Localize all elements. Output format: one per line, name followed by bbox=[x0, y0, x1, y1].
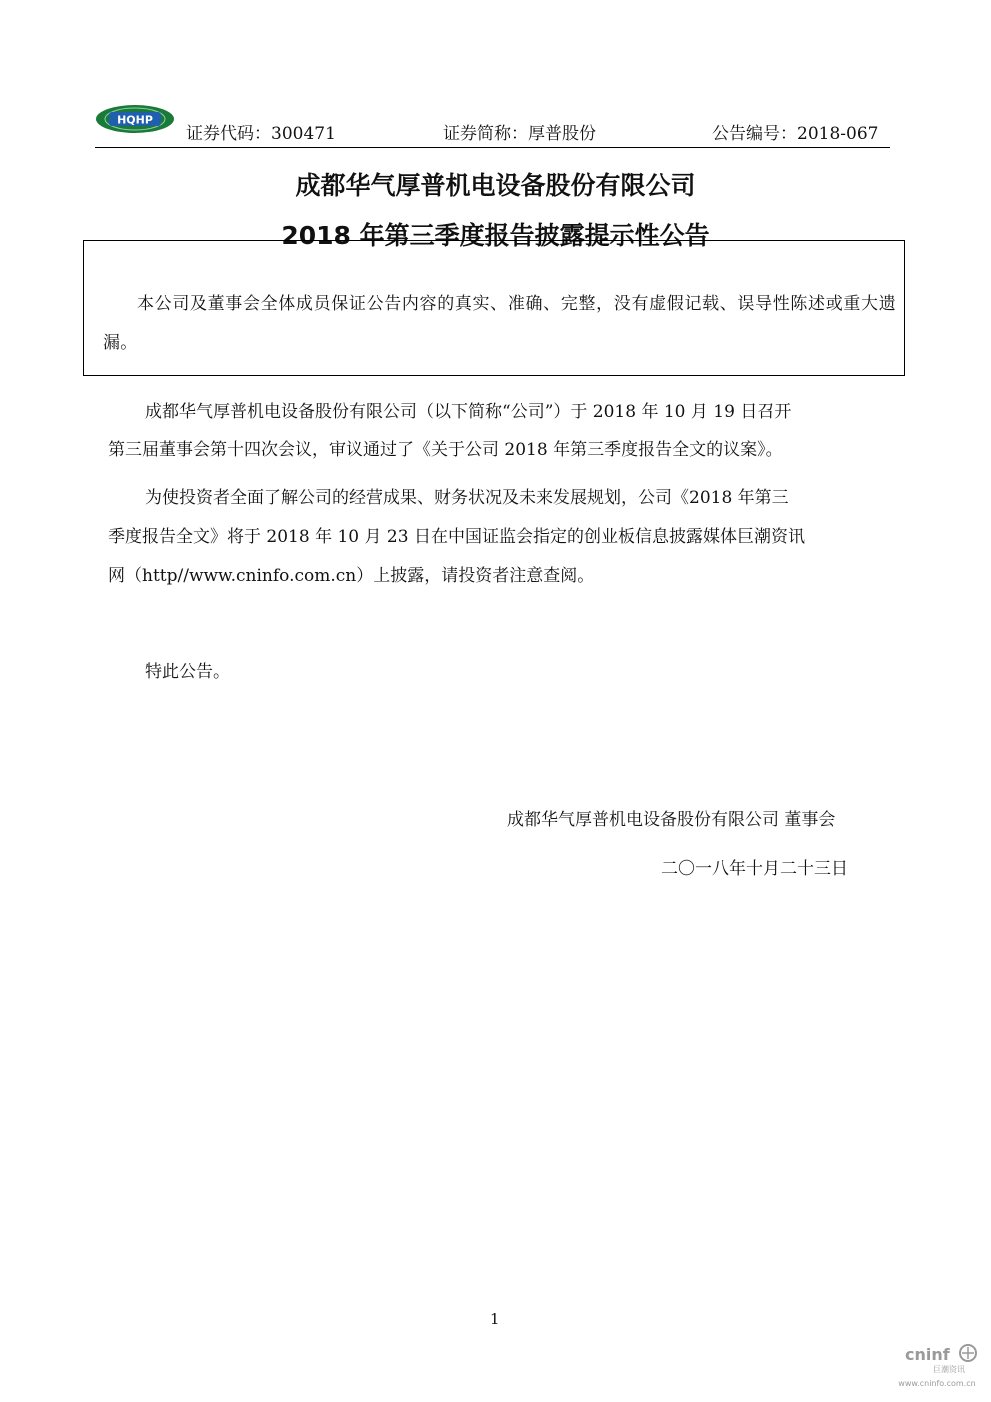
paragraph2-line2: 季度报告全文》将于 2018 年 10 月 23 日在中国证监会指定的创业板信息披露媒体巨潮资讯 bbox=[108, 527, 805, 547]
announcement-number: 公告编号：2018-067 bbox=[712, 124, 879, 144]
closing-text: 特此公告。 bbox=[145, 662, 230, 682]
stock-code: 证券代码：300471 bbox=[186, 124, 336, 144]
statement-text: 本公司及董事会全体成员保证公告内容的真实、准确、完整，没有虚假记载、误导性陈述或重大遗漏。 bbox=[103, 294, 896, 353]
cninfo-emblem-icon bbox=[960, 1345, 976, 1361]
watermark-cn-name: 巨潮资讯 bbox=[933, 1365, 965, 1374]
watermark-brand: cninf bbox=[905, 1345, 950, 1364]
signature-date: 二〇一八年十月二十三日 bbox=[661, 859, 848, 879]
paragraph2-line3: 网（http//www.cninfo.com.cn）上披露，请投资者注意查阅。 bbox=[108, 566, 595, 586]
stock-name: 证券简称：厚普股份 bbox=[443, 124, 596, 144]
signature-company: 成都华气厚普机电设备股份有限公司 董事会 bbox=[507, 810, 836, 830]
company-logo bbox=[95, 104, 175, 134]
paragraph1-line2: 第三届董事会第十四次会议，审议通过了《关于公司 2018 年第三季度报告全文的议案》。 bbox=[108, 440, 783, 460]
page-number: 1 bbox=[490, 1310, 500, 1328]
document-title-line2: 2018 年第三季度报告披露提示性公告 bbox=[281, 221, 710, 250]
paragraph1-line1: 成都华气厚普机电设备股份有限公司（以下简称“公司”）于 2018 年 10 月 19 日召开 bbox=[145, 402, 792, 422]
paragraph2-line1: 为使投资者全面了解公司的经营成果、财务状况及未来发展规划，公司《2018 年第三 bbox=[145, 488, 789, 508]
header-divider bbox=[95, 147, 890, 148]
watermark-url: www.cninfo.com.cn bbox=[898, 1379, 976, 1388]
cninfo-watermark bbox=[893, 1340, 983, 1390]
logo-text: HQHP bbox=[117, 113, 153, 127]
document-title-line1: 成都华气厚普机电设备股份有限公司 bbox=[295, 171, 696, 200]
